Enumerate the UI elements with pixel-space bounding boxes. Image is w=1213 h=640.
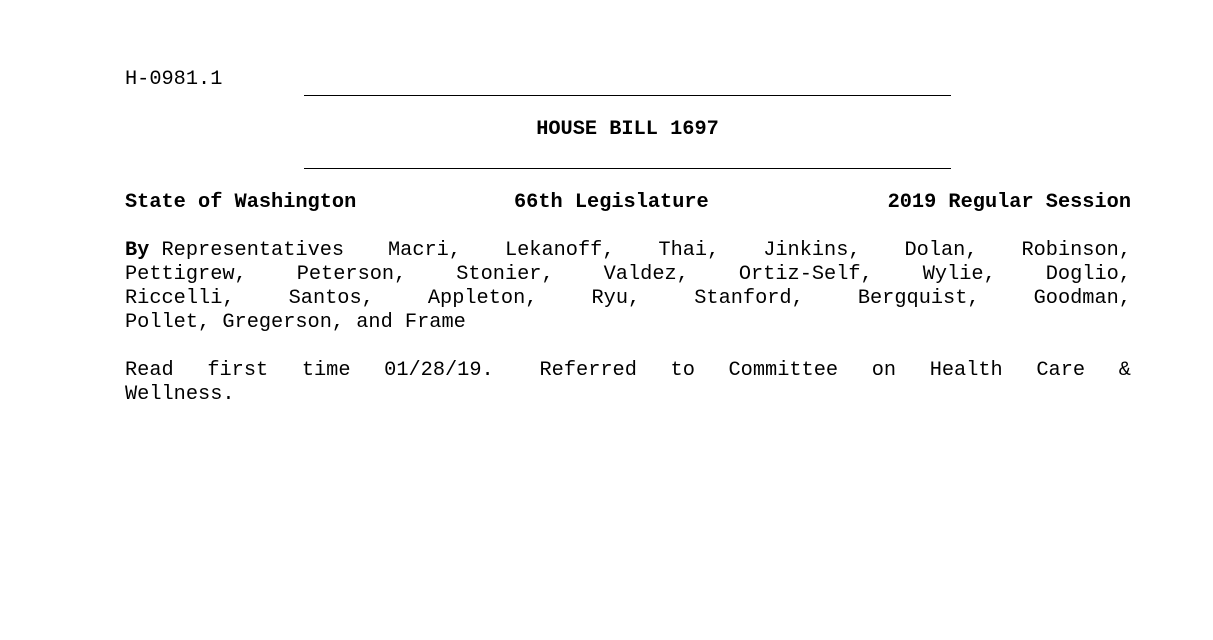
reading-word: & — [1118, 359, 1131, 382]
sponsor-word: Santos, — [288, 287, 374, 310]
sponsor-word: Thai, — [658, 239, 720, 262]
reading-word: Health — [929, 359, 1003, 382]
sponsor-word: Ortiz-Self, — [738, 263, 873, 286]
sponsor-word: Appleton, — [427, 287, 538, 310]
state-label: State of Washington — [125, 191, 357, 214]
sponsor-word: Riccelli, — [125, 287, 235, 310]
bill-title: HOUSE BILL 1697 — [536, 118, 719, 141]
sponsor-line-4 — [125, 311, 1131, 335]
sponsors-block — [125, 239, 1131, 335]
sponsor-word: Wylie, — [922, 263, 996, 286]
reading-line-1 — [125, 359, 1131, 383]
sponsor-word: Stonier, — [456, 263, 554, 286]
sponsor-word: Dolan, — [904, 239, 978, 262]
sponsor-line-1 — [125, 239, 1131, 263]
sponsor-word: Representatives — [161, 239, 345, 262]
title-rule-top — [304, 95, 951, 96]
sponsor-word: Goodman, — [1033, 287, 1131, 310]
sponsor-word: Robinson, — [1021, 239, 1131, 262]
sponsor-word: Jinkins, — [763, 239, 861, 262]
sponsor-word: Valdez, — [603, 263, 689, 286]
reading-word: Referred — [527, 359, 637, 382]
reading-word: Care — [1036, 359, 1086, 382]
sponsor-word: Pettigrew, — [125, 263, 247, 286]
reading-word: to — [670, 359, 695, 382]
by-label: By — [125, 239, 150, 262]
sponsor-word — [125, 239, 344, 263]
reading-word: 01/28/19. — [384, 359, 494, 382]
reading-text: Wellness. — [125, 383, 235, 406]
sponsor-word: Bergquist, — [857, 287, 980, 310]
sponsor-word: Lekanoff, — [504, 239, 615, 262]
legislature-label: 66th Legislature — [514, 191, 709, 214]
sponsor-word: Macri, — [388, 239, 462, 262]
sponsor-word: Peterson, — [296, 263, 407, 286]
sponsor-text: Pollet, Gregerson, and Frame — [125, 311, 466, 334]
sponsor-line-3 — [125, 287, 1131, 311]
session-label: 2019 Regular Session — [887, 191, 1131, 214]
sponsor-line-2 — [125, 263, 1131, 287]
document-code: H-0981.1 — [125, 68, 223, 91]
reading-word: first — [207, 359, 269, 382]
reading-word: time — [301, 359, 351, 382]
reading-block — [125, 359, 1131, 407]
reading-word: Committee — [728, 359, 839, 382]
sponsor-word: Ryu, — [591, 287, 641, 310]
reading-word: Read — [125, 359, 174, 382]
reading-line-2 — [125, 383, 1131, 407]
title-rule-bottom — [304, 168, 951, 169]
sponsor-word: Doglio, — [1045, 263, 1131, 286]
sponsor-word: Stanford, — [694, 287, 804, 310]
reading-word: on — [871, 359, 897, 382]
